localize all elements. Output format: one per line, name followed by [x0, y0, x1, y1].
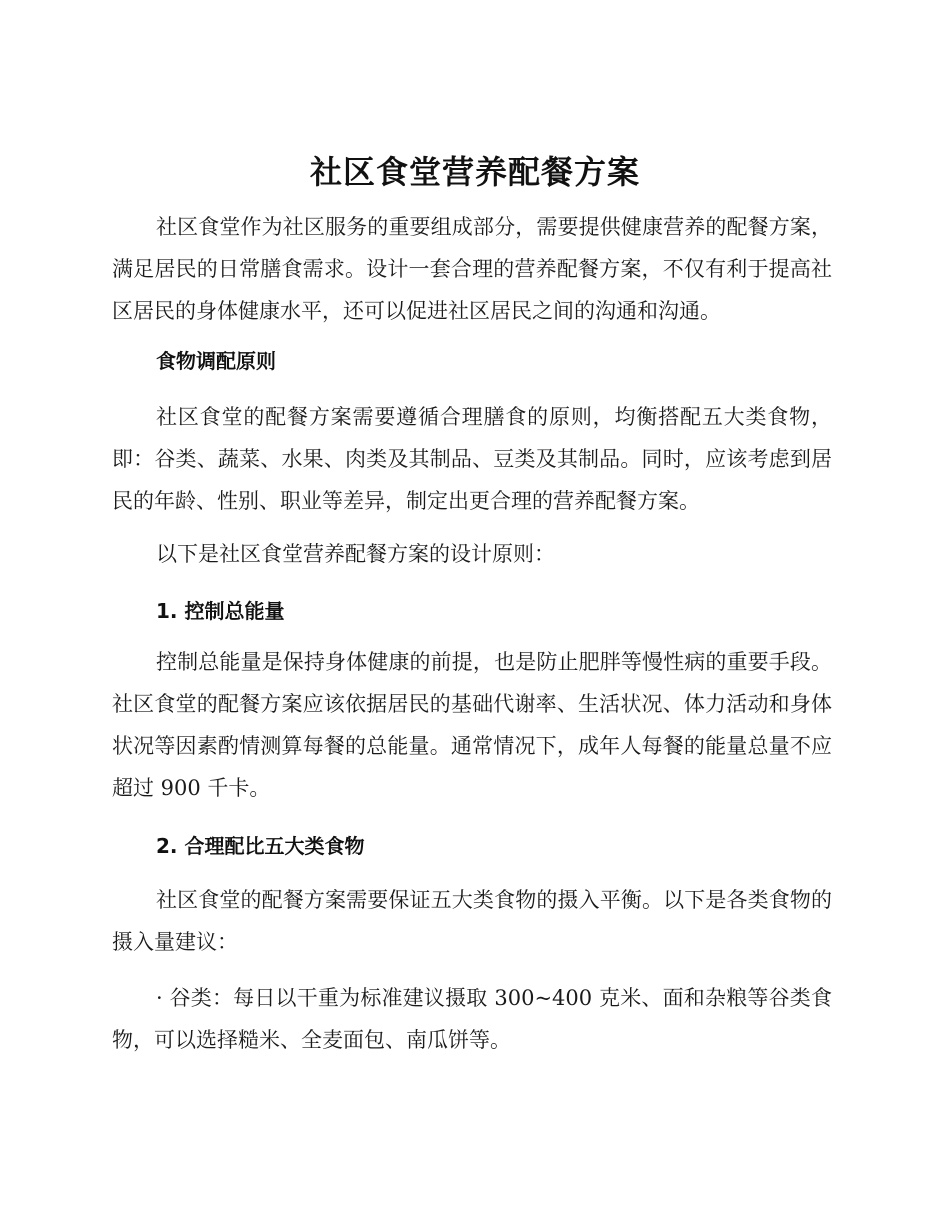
- principles-paragraph: 社区食堂的配餐方案需要遵循合理膳食的原则，均衡搭配五大类食物，即：谷类、蔬菜、水果、肉类及其制品、豆类及其制品。同时，应该考虑到居民的年龄、性别、职业等差异，制定出更合理的营养配餐方案。: [112, 405, 832, 513]
- list-item-grains: · 谷类：每日以干重为标准建议摄取 300~400 克米、面和杂粮等谷类食物，可以选择糙米、全麦面包、南瓜饼等。: [112, 986, 832, 1052]
- section-heading-ratio: 2. 合理配比五大类食物: [156, 834, 365, 858]
- document-title: 社区食堂营养配餐方案: [309, 153, 640, 191]
- ratio-paragraph: 社区食堂的配餐方案需要保证五大类食物的摄入平衡。以下是各类食物的摄入量建议：: [112, 888, 832, 954]
- section-heading-energy: 1. 控制总能量: [156, 599, 285, 623]
- intro-paragraph: 社区食堂作为社区服务的重要组成部分，需要提供健康营养的配餐方案，满足居民的日常膳食需求。设计一套合理的营养配餐方案，不仅有利于提高社区居民的身体健康水平，还可以促进社区居民之间的沟通和沟通。: [112, 215, 832, 323]
- section-heading-principles: 食物调配原则: [156, 349, 276, 373]
- energy-paragraph: 控制总能量是保持身体健康的前提，也是防止肥胖等慢性病的重要手段。社区食堂的配餐方案应该依据居民的基础代谢率、生活状况、体力活动和身体状况等因素酌情测算每餐的总能量。通常情况下，成年人每餐的能量总量不应超过 900 千卡。: [112, 650, 832, 800]
- principles-lead-in: 以下是社区食堂营养配餐方案的设计原则：: [156, 542, 555, 566]
